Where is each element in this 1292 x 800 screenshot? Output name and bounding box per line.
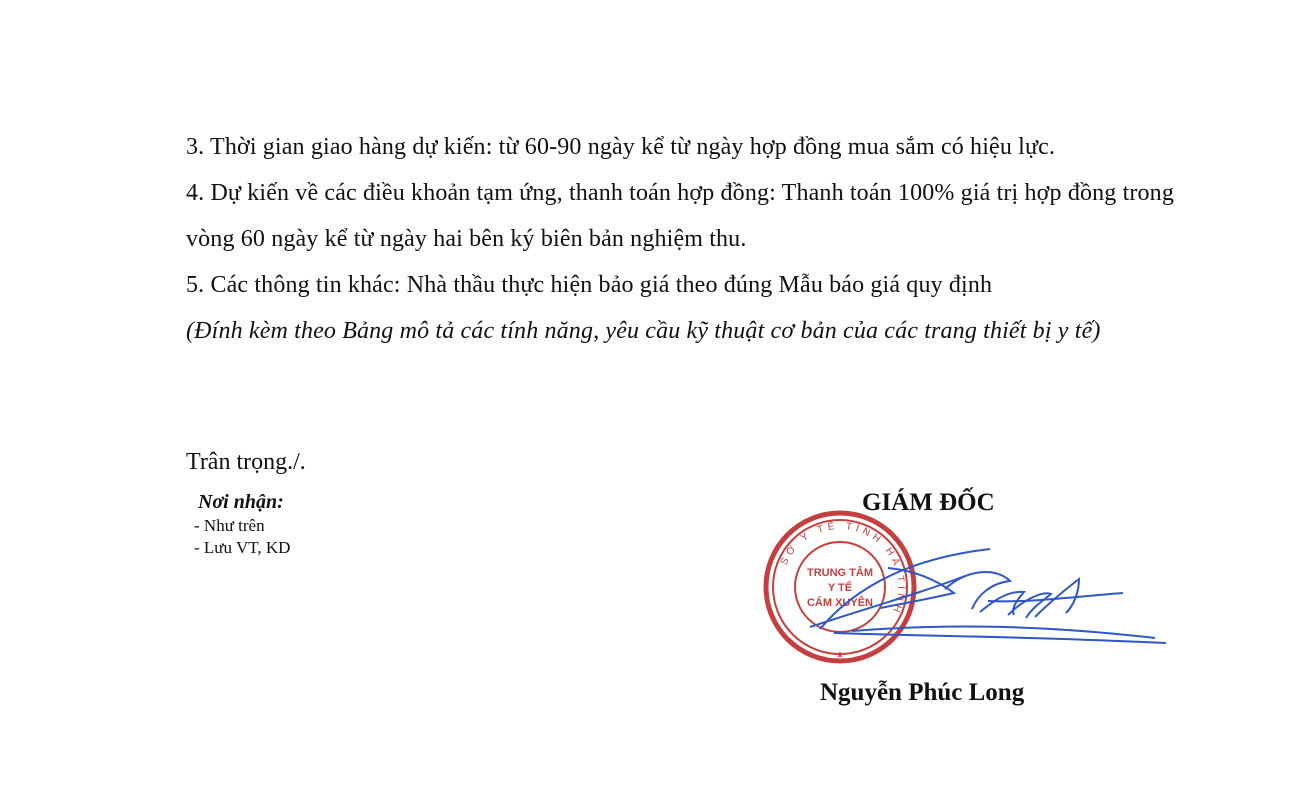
seal-center-line-2: Y TẾ xyxy=(827,582,853,594)
attachment-note: (Đính kèm theo Bảng mô tả các tính năng, yêu cầu kỹ thuật cơ bản của các trang thiết bị y tế) xyxy=(186,318,1101,344)
seal-center-line-3: CẨM XUYÊN xyxy=(806,597,874,609)
signer-name: Nguyễn Phúc Long xyxy=(820,679,1025,706)
recipients-title: Nơi nhận: xyxy=(198,491,284,513)
delivery-time-paragraph: 3. Thời gian giao hàng dự kiến: từ 60-90 ngày kể từ ngày hợp đồng mua sắm có hiệu lực. xyxy=(186,134,1056,160)
seal-outer-text: SỞ Y TẾ TỈNH HÀ TĨNH xyxy=(778,520,907,618)
recipient-item: - Như trên xyxy=(194,516,265,535)
seal-star-icon: ★ xyxy=(835,650,845,661)
closing-text: Trân trọng./. xyxy=(186,449,306,475)
signature-title: GIÁM ĐỐC xyxy=(862,489,995,516)
recipients-block xyxy=(194,489,290,559)
other-info-paragraph: 5. Các thông tin khác: Nhà thầu thực hiện bảo giá theo đúng Mẫu báo giá quy định xyxy=(186,272,993,298)
seal-center-line-1: TRUNG TÂM xyxy=(807,567,873,579)
body-text xyxy=(186,124,1226,354)
handwritten-signature xyxy=(800,535,1170,665)
recipient-item: - Lưu VT, KD xyxy=(194,538,291,557)
payment-terms-paragraph: 4. Dự kiến về các điều khoản tạm ứng, thanh toán hợp đồng: Thanh toán 100% giá trị hợp đồng trong vòng 60 ngày kể từ ngày hai bên ký biên bản nghiệm thu. xyxy=(186,180,1174,252)
